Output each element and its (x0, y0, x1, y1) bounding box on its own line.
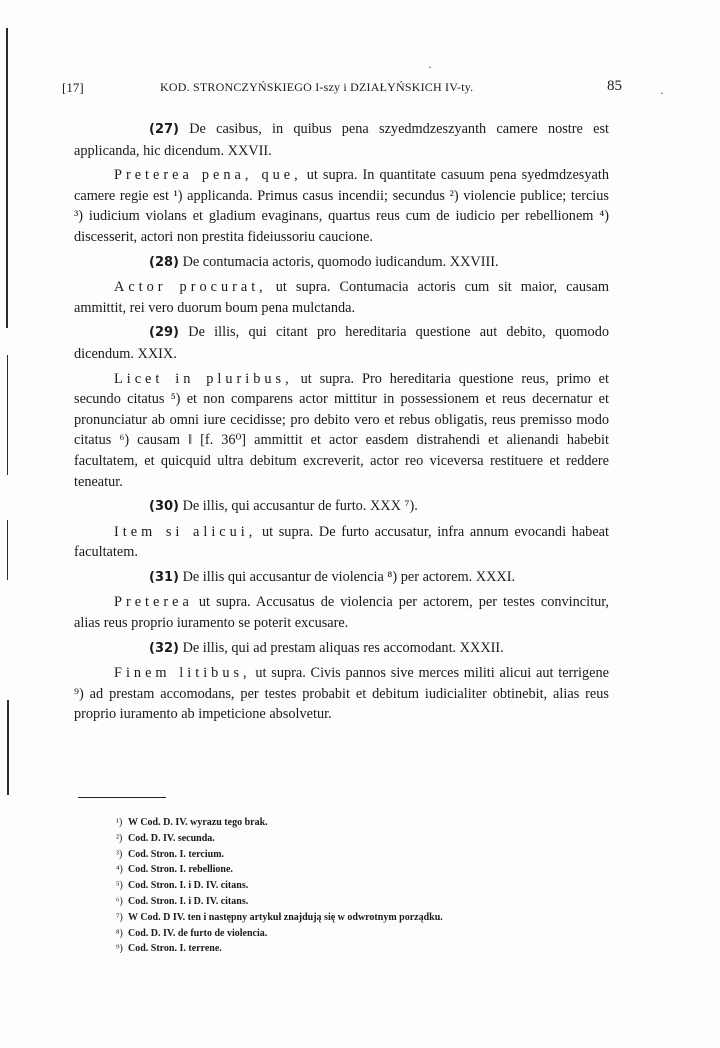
footnote (116, 862, 596, 878)
article-body-text: ut supra. Accusatus de violencia per actorem, per testes convincitur, alias reus proprio iuramento se poterit excusare. (74, 594, 609, 632)
footnote (116, 815, 596, 831)
footnote-text: Cod. Stron. I. i D. IV. citans. (128, 880, 249, 892)
article-heading (74, 567, 609, 589)
article-body-text: ut supra. Pro hereditaria questione reus, primo et secundo citatus ⁵) et non comparens actor mittitur in possessionem et reus decernatur et pronunciatur ab omni iure cecidisse; pro debito vero et rebus obligatis, reus premisso modo citatus ⁶) causam ‖ [f. 36⁰] ammittit et actor easdem distrahendi et alienandi habebit facultatem, et quicquid ultra debitum excreverit, actor reo viceversa restituere et reddere teneatur. (74, 370, 610, 490)
footnote-mark: ¹) (116, 817, 123, 828)
article-body (74, 165, 609, 247)
footnote (116, 878, 596, 894)
page-number: 85 (607, 78, 622, 94)
incipit-spaced: Finem litibus, (114, 665, 251, 682)
footnote (116, 847, 596, 863)
footnote-text: Cod. Stron. I. i D. IV. citans. (128, 895, 249, 907)
article-body-text: ut supra. In quantitate casuum pena syedmdzesyath camere regie est ¹) applicanda. Primus casus incendii; secundus ²) violencie publice; tercius ³) iudicium violans et gladium evaginans, quartus reus cum de iudicio per rebellionem ⁴) discesserit, actori non prestita fideiussoriu caucione. (74, 167, 609, 245)
article-number: (32) (149, 640, 179, 656)
article-heading-text: De illis, qui accusantur de furto. XXX ⁷). (182, 498, 418, 515)
footnote (116, 894, 596, 910)
margin-mark: · (428, 60, 432, 74)
incipit-spaced: Actor procurat, (114, 279, 267, 296)
page-bracket-number: [17] (62, 80, 84, 95)
article-body-text: ut supra. Contumacia actoris cum sit maior, causam ammittit, rei vero duorum boum pena mulctanda. (74, 279, 609, 316)
footnote-text: Cod. Stron. I. terrene. (128, 943, 222, 955)
footnote-text: W Cod. D IV. ten i następny artykuł znajdują się w odwrotnym porządku. (128, 911, 443, 923)
page-edge-line (7, 355, 8, 475)
footnote-mark: ⁴) (116, 864, 123, 876)
footnote-mark: ³) (116, 848, 123, 860)
running-title: KOD. STRONCZYŃSKIEGO I-szy i DZIAŁYŃSKICH IV-ty. (160, 80, 474, 94)
footnote-mark: ⁶) (116, 895, 123, 907)
footnote-mark: ⁵) (116, 880, 123, 892)
article-body (74, 663, 609, 725)
footnote (116, 831, 596, 847)
article-number: (31) (149, 569, 179, 585)
incipit-spaced: Licet in pluribus, (114, 370, 293, 387)
incipit-spaced: Item si alicui, (114, 523, 257, 540)
main-text (74, 119, 609, 729)
article-body-text: ut supra. Civis pannos sive merces militi alicui aut terrigene ⁹) ad prestam accomodans, per testes probabit et debitum iudicialiter obtinebit, alias reus proprio iuramento ab impeticione absolvetur. (74, 665, 610, 723)
article-heading (74, 252, 609, 274)
article-heading (74, 496, 609, 518)
footnote-mark: ⁷) (116, 911, 123, 923)
article-heading-text: De contumacia actoris, quomodo iudicandum. XXVIII. (182, 253, 499, 270)
article-body (74, 369, 609, 493)
footnote (116, 910, 596, 926)
footnote-text: W Cod. D. IV. wyrazu tego brak. (128, 817, 268, 828)
running-header (62, 80, 622, 100)
article-heading (74, 119, 609, 161)
footnote-mark: ⁹) (116, 943, 123, 955)
footnote-mark: ²) (116, 832, 123, 844)
footnote-mark: ⁸) (116, 927, 123, 939)
article-body (74, 277, 609, 318)
footnote-text: Cod. D. IV. de furto de violencia. (128, 927, 268, 939)
article-heading-text: De illis qui accusantur de violencia ⁸) per actorem. XXXI. (182, 568, 516, 585)
page-edge-line (6, 28, 8, 328)
footnote (116, 926, 596, 942)
incipit-spaced: Preterea (114, 594, 193, 611)
article-body (74, 592, 609, 633)
article-number: (27) (149, 122, 179, 137)
article-heading (74, 322, 609, 364)
incipit-spaced: Preterea pena, que, (114, 167, 302, 184)
article-body (74, 522, 609, 563)
footnotes (116, 815, 596, 957)
footnote (116, 941, 596, 957)
article-heading (74, 638, 609, 660)
article-heading-text: De illis, qui citant pro hereditaria questione aut debito, quomodo dicendum. XXIX. (74, 324, 609, 362)
page-edge-line (7, 700, 9, 795)
footnote-text: Cod. Stron. I. tercium. (128, 848, 225, 860)
article-number: (28) (149, 254, 179, 270)
article-body-text: ut supra. De furto accusatur, infra annum evocandi habeat facultatem. (74, 523, 609, 561)
page-edge-line (7, 520, 8, 580)
footnote-rule (78, 797, 166, 798)
article-number: (29) (149, 325, 179, 341)
footnote-text: Cod. D. IV. secunda. (128, 832, 215, 844)
margin-mark: · (660, 86, 664, 100)
article-heading-text: De illis, qui ad prestam aliquas res accomodant. XXXII. (182, 639, 504, 656)
footnote-text: Cod. Stron. I. rebellione. (128, 864, 233, 876)
article-heading-text: De casibus, in quibus pena szyedmdzeszyanth camere nostre est applicanda, hic dicendum. XXVII. (74, 121, 610, 159)
article-number: (30) (149, 499, 179, 515)
